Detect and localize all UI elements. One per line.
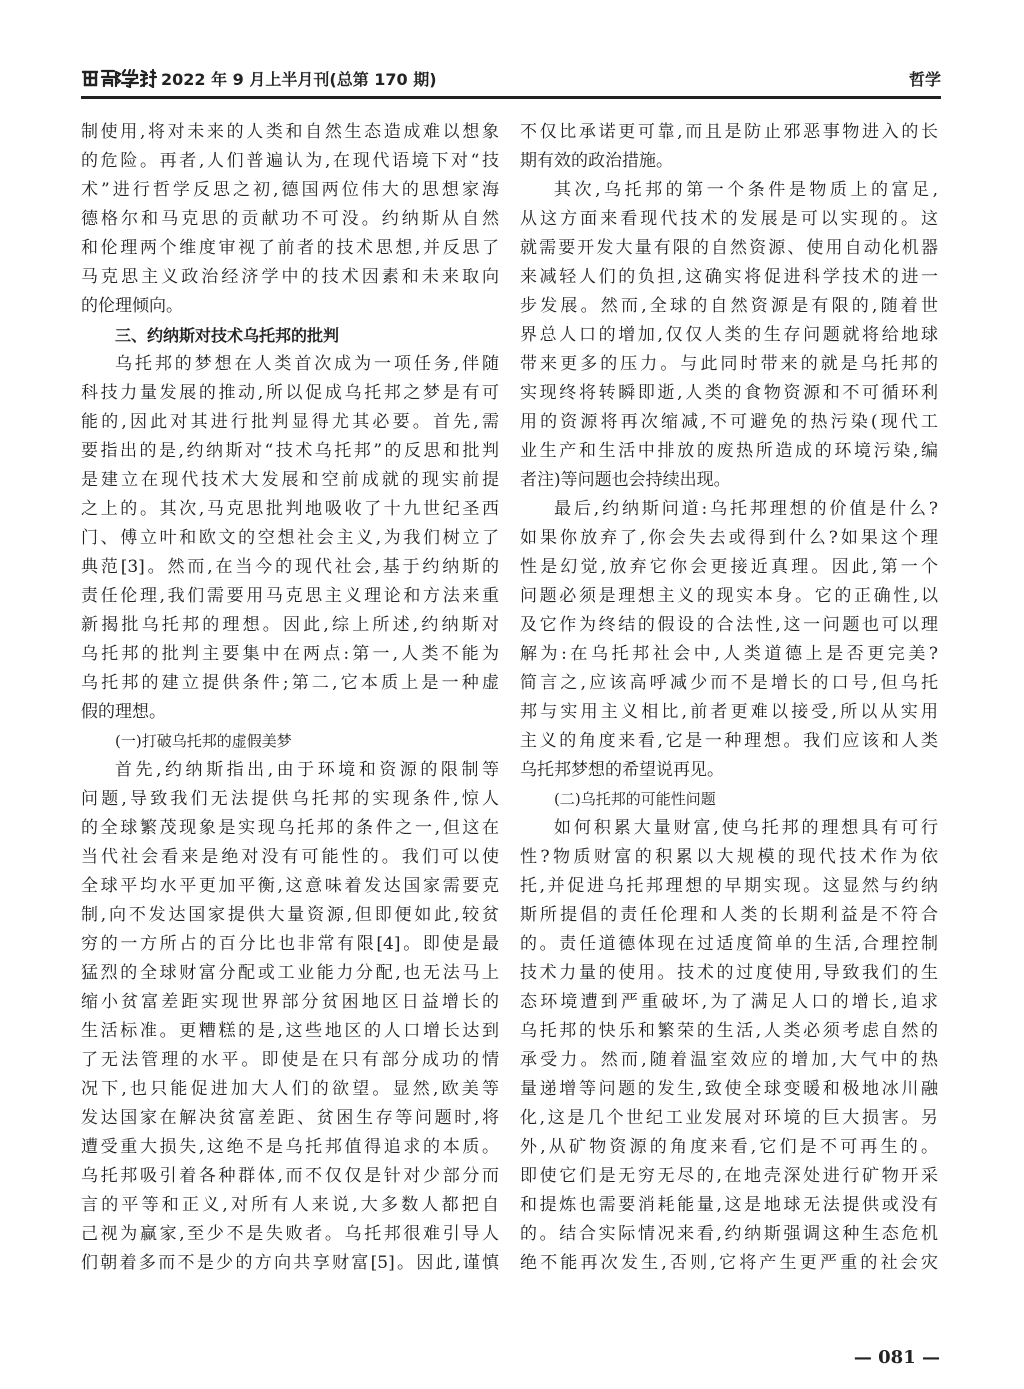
text-line: 马克思主义政治经济学中的技术因素和未来取向 (81, 267, 499, 287)
section-heading: 三、约纳斯对技术乌托邦的批判 (115, 326, 340, 345)
text-line: 即使它们是无穷无尽的,在地壳深处进行矿物开采 (520, 1166, 938, 1186)
journal-logo (81, 68, 159, 88)
text-line: 业生产和生活中排放的废热所造成的环境污染,编 (520, 441, 938, 461)
text-line: 托,并促进乌托邦理想的早期实现。这显然与约纳 (520, 876, 938, 896)
text-line: 解为:在乌托邦社会中,人类道德上是否更完美? (520, 644, 938, 664)
text-line: 术”进行哲学反思之初,德国两位伟大的思想家海 (81, 180, 499, 200)
text-line: 门、傅立叶和欧文的空想社会主义,为我们树立了 (81, 528, 499, 548)
text-line: 当代社会看来是绝对没有可能性的。我们可以使 (81, 847, 499, 867)
issue-info: 2022 年 9 月上半月刊(总第 170 期) (161, 70, 437, 89)
paragraph (520, 495, 938, 785)
paragraph (520, 176, 938, 495)
text-line: 生活标准。更糟糕的是,这些地区的人口增长达到 (81, 1021, 499, 1041)
text-line: 们朝着多而不是少的方向共享财富[5]。因此,谨慎 (81, 1253, 499, 1273)
text-line: 穷的一方所占的百分比也非常有限[4]。即使是最 (81, 934, 499, 954)
text-line: 界总人口的增加,仅仅人类的生存问题就将给地球 (520, 325, 938, 345)
text-line: 了无法管理的水平。即使是在只有部分成功的情 (81, 1050, 499, 1070)
text-line: 简言之,应该高呼减少而不是增长的口号,但乌托 (520, 673, 938, 693)
paragraph (520, 118, 938, 176)
text-line: 典范[3]。然而,在当今的现代社会,基于约纳斯的 (81, 557, 499, 577)
text-line: 科技力量发展的推动,所以促成乌托邦之梦是有可 (81, 383, 499, 403)
paragraph (520, 814, 938, 1278)
text-line: 主义的角度来看,它是一种理想。我们应该和人类 (520, 731, 938, 751)
text-line: 言的平等和正义,对所有人来说,大多数人都把自 (81, 1195, 499, 1215)
text-line: 问题必须是理想主义的现实本身。它的正确性,以 (520, 586, 938, 606)
text-line: 如何积累大量财富,使乌托邦的理想具有可行 (554, 818, 938, 838)
header-rule (81, 96, 941, 99)
page-header (81, 54, 941, 94)
text-line: 全球平均水平更加平衡,这意味着发达国家需要克 (81, 876, 499, 896)
text-line: 和提炼也需要消耗能量,这是地球无法提供或没有 (520, 1195, 938, 1215)
text-line: 制使用,将对未来的人类和自然生态造成难以想象 (81, 122, 499, 142)
text-line: 来减轻人们的负担,这确实将促进科学技术的进一 (520, 267, 938, 287)
text-line: 步发展。然而,全球的自然资源是有限的,随着世 (520, 296, 938, 316)
text-line: 邦与实用主义相比,前者更难以接受,所以从实用 (520, 702, 938, 722)
journal-logo-calligraphy (81, 68, 159, 88)
text-line: 态环境遭到严重破坏,为了满足人口的增长,追求 (520, 992, 938, 1012)
text-line: 问题,导致我们无法提供乌托邦的实现条件,惊人 (81, 789, 499, 809)
text-line: 首先,约纳斯指出,由于环境和资源的限制等 (115, 760, 499, 780)
text-line: 技术力量的使用。技术的过度使用,导致我们的生 (520, 963, 938, 983)
text-line: 及它作为终结的假设的合法性,这一问题也可以理 (520, 615, 938, 635)
left-column (81, 118, 499, 1278)
text-line: 其次,乌托邦的第一个条件是物质上的富足, (554, 180, 938, 200)
text-line: 乌托邦的快乐和繁荣的生活,人类必须考虑自然的 (520, 1021, 938, 1041)
section-name: 哲学 (908, 70, 941, 89)
text-line: 乌托邦的梦想在人类首次成为一项任务,伴随 (115, 354, 499, 374)
text-line: 乌托邦吸引着各种群体,而不仅仅是针对少部分而 (81, 1166, 499, 1186)
text-line: 缩小贫富差距实现世界部分贫困地区日益增长的 (81, 992, 499, 1012)
text-line: 绝不能再次发生,否则,它将产生更严重的社会灾 (520, 1253, 938, 1273)
text-line: 用的资源将再次缩减,不可避免的热污染(现代工 (520, 412, 938, 432)
text-line: 性?物质财富的积累以大规模的现代技术作为依 (520, 847, 938, 867)
text-line: 之上的。其次,马克思批判地吸收了十九世纪圣西 (81, 499, 499, 519)
paragraph (81, 350, 499, 727)
text-line: 要指出的是,约纳斯对“技术乌托邦”的反思和批判 (81, 441, 499, 461)
text-line: 猛烈的全球财富分配或工业能力分配,也无法马上 (81, 963, 499, 983)
text-line: 是建立在现代技术大发展和空前成就的现实前提 (81, 470, 499, 490)
text-line: 德格尔和马克思的贡献功不可没。约纳斯从自然 (81, 209, 499, 229)
text-line: 的。结合实际情况来看,约纳斯强调这种生态危机 (520, 1224, 938, 1244)
text-line: 能的,因此对其进行批判显得尤其必要。首先,需 (81, 412, 499, 432)
text-line: 发达国家在解决贫富差距、贫困生存等问题时,将 (81, 1108, 499, 1128)
text-line: 乌托邦的建立提供条件;第二,它本质上是一种虚 (81, 673, 499, 693)
text-line: 量递增等问题的发生,致使全球变暖和极地冰川融 (520, 1079, 938, 1099)
text-line: 乌托邦的批判主要集中在两点:第一,人类不能为 (81, 644, 499, 664)
text-line: 最后,约纳斯问道:乌托邦理想的价值是什么? (554, 499, 938, 519)
text-line: 和伦理两个维度审视了前者的技术思想,并反思了 (81, 238, 499, 258)
text-line: 如果你放弃了,你会失去或得到什么?如果这个理 (520, 528, 938, 548)
paragraph (81, 118, 499, 321)
text-line: 假的理想。 (81, 702, 166, 722)
text-line: 者注)等问题也会持续出现。 (520, 470, 731, 490)
text-line: 况下,也只能促进加大人们的欲望。显然,欧美等 (81, 1079, 499, 1099)
text-line: 的全球繁茂现象是实现乌托邦的条件之一,但这在 (81, 818, 499, 838)
text-line: 的伦理倾向。 (81, 296, 183, 316)
text-line: 外,从矿物资源的角度来看,它们是不可再生的。 (520, 1137, 938, 1157)
text-line: 实现终将转瞬即逝,人类的食物资源和不可循环利 (520, 383, 938, 403)
text-line: 的。责任道德体现在过适度简单的生活,合理控制 (520, 934, 938, 954)
text-line: 己视为赢家,至少不是失败者。乌托邦很难引导人 (81, 1224, 499, 1244)
text-line: 就需要开发大量有限的自然资源、使用自动化机器 (520, 238, 938, 258)
text-line: 化,这是几个世纪工业发展对环境的巨大损害。另 (520, 1108, 938, 1128)
right-column (520, 118, 938, 1278)
text-line: 责任伦理,我们需要用马克思主义理论和方法来重 (81, 586, 499, 606)
text-line: 斯所提倡的责任伦理和人类的长期利益是不符合 (520, 905, 938, 925)
text-line: 新揭批乌托邦的理想。因此,综上所述,约纳斯对 (81, 615, 499, 635)
text-line: 带来更多的压力。与此同时带来的就是乌托邦的 (520, 354, 938, 374)
text-line: 遭受重大损失,这绝不是乌托邦值得追求的本质。 (81, 1137, 499, 1157)
text-line: 制,向不发达国家提供大量资源,但即便如此,较贫 (81, 905, 499, 925)
text-line: 不仅比承诺更可靠,而且是防止邪恶事物进入的长 (520, 122, 938, 142)
text-line: 从这方面来看现代技术的发展是可以实现的。这 (520, 209, 938, 229)
page-number: — 081 — (853, 1347, 940, 1368)
text-line: 期有效的政治措施。 (520, 151, 673, 171)
text-line: 承受力。然而,随着温室效应的增加,大气中的热 (520, 1050, 938, 1070)
paragraph (81, 756, 499, 1278)
text-line: 性是幻觉,放弃它你会更接近真理。因此,第一个 (520, 557, 938, 577)
text-line: 乌托邦梦想的希望说再见。 (520, 760, 724, 780)
subsection-heading: (二)乌托邦的可能性问题 (554, 790, 716, 808)
text-line: 的危险。再者,人们普遍认为,在现代语境下对“技 (81, 151, 499, 171)
subsection-heading: (一)打破乌托邦的虚假美梦 (115, 732, 292, 750)
